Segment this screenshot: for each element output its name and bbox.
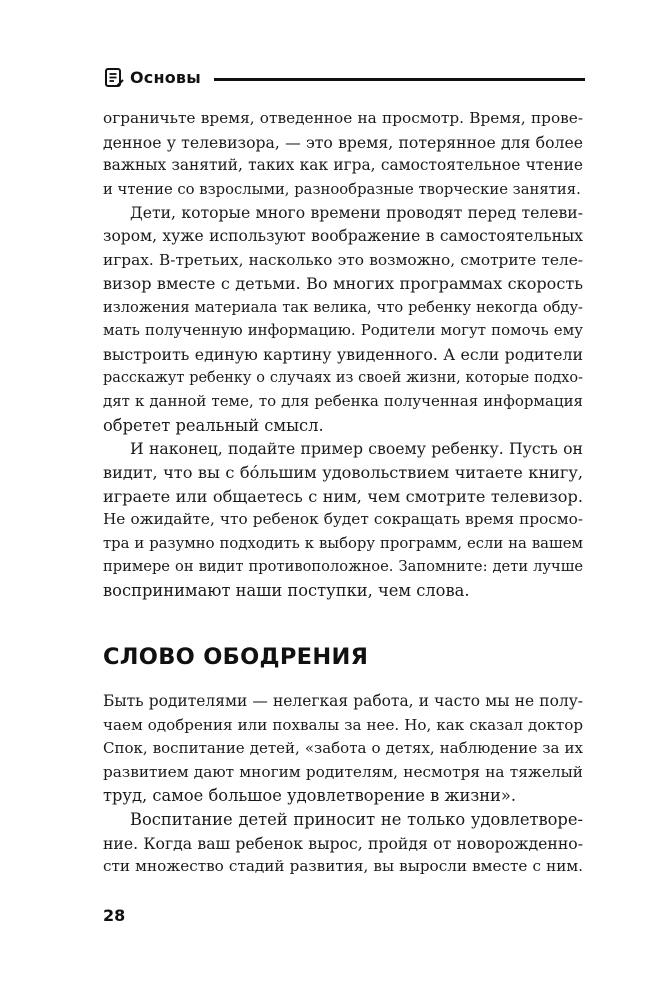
page-number: 28 [103, 906, 126, 925]
text-line: ограничьте время, отведенное на просмотр. Время, прове- [103, 109, 583, 127]
chapter-title: Основы [130, 68, 201, 87]
text-line: воспринимают наши поступки, чем слова. [103, 580, 470, 600]
text-line: Дети, которые много времени проводят перед телеви- [130, 203, 583, 223]
text-line: примере он видит противоположное. Запомните: дети лучше [103, 558, 583, 576]
text-line: изложения материала так велика, что ребенку некогда обду- [103, 298, 583, 316]
text-line: визор вместе с детьми. Во многих программах скорость [103, 274, 583, 294]
text-line: Воспитание детей приносит не только удовлетворе- [130, 809, 583, 829]
text-line: зором, хуже используют воображение в самостоятельных [103, 226, 583, 245]
text-line: видит, что вы с бо́льшим удовольствием читаете книгу, [103, 462, 583, 482]
text-line: развитием дают многим родителям, несмотря на тяжелый [103, 762, 583, 781]
body-text-section-2 [103, 690, 583, 879]
text-line: ние. Когда ваш ребенок вырос, пройдя от новорожденно- [103, 833, 583, 853]
text-line: денное у телевизора, — это время, потерянное для более [103, 132, 583, 152]
text-line: Спок, воспитание детей, «забота о детях, наблюдение за их [103, 739, 583, 758]
running-header [101, 66, 585, 90]
text-line: Не ожидайте, что ребенок будет сокращать время просмо- [103, 510, 583, 529]
text-line: расскажут ребенку о случаях из своей жизни, которые подхо- [103, 369, 583, 386]
section-heading: СЛОВО ОБОДРЕНИЯ [103, 644, 369, 670]
text-line: обретет реальный смысл. [103, 415, 324, 435]
text-line: и чтение со взрослыми, разнообразные творческие занятия. [103, 180, 581, 198]
document-icon [103, 67, 125, 89]
text-line: чаем одобрения или похвалы за нее. Но, как сказал доктор [103, 715, 583, 734]
text-line: тра и разумно подходить к выбору программ, если на вашем [103, 534, 583, 552]
header-rule [214, 78, 585, 81]
text-line: играх. В-третьих, насколько это возможно, смотрите теле- [103, 250, 583, 269]
text-line: важных занятий, таких как игра, самостоятельное чтение [103, 156, 583, 175]
body-text-section-1 [103, 107, 583, 602]
text-line: И наконец, подайте пример своему ребенку. Пусть он [130, 439, 583, 459]
text-line: играете или общаетесь с ним, чем смотрите телевизор. [103, 486, 583, 506]
text-line: сти множество стадий развития, вы выросли вместе с ним. [103, 857, 583, 876]
text-line: труд, самое большое удовлетворение в жизни». [103, 786, 517, 806]
text-line: мать полученную информацию. Родители могут помочь ему [103, 321, 583, 340]
text-line: выстроить единую картину увиденного. А если родители [103, 344, 583, 364]
text-line: Быть родителями — нелегкая работа, и часто мы не полу- [103, 692, 583, 710]
text-line: дят к данной теме, то для ребенка полученная информация [103, 392, 583, 411]
